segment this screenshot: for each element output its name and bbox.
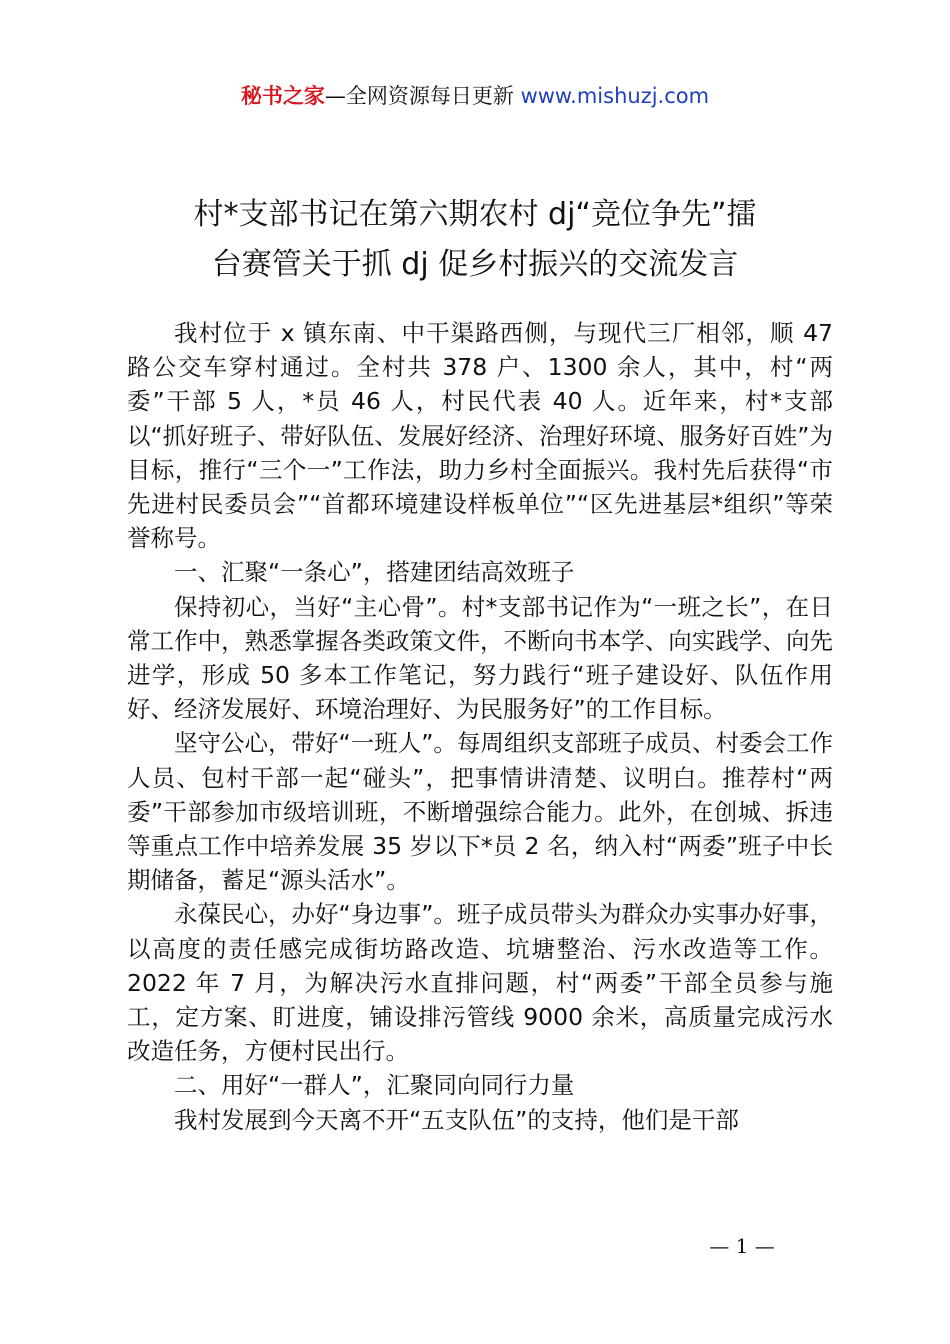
site-url-link[interactable]: www.mishuzj.com bbox=[520, 84, 710, 108]
paragraph-1: 保持初心，当好“主心骨”。村*支部书记作为“一班之长”，在日常工作中，熟悉掌握各类政策文件，不断向书本学、向实践学、向先进学，形成 50 多本工作笔记，努力践行“班子建设好、队伍作用好、经济发展好、环境治理好、为民服务好”的工作目标。 bbox=[127, 592, 833, 724]
paragraph-2: 坚守公心，带好“一班人”。每周组织支部班子成员、村委会工作人员、包村干部一起“碰头”，把事情讲清楚、议明白。推荐村“两委”干部参加市级培训班，不断增强综合能力。此外，在创城、拆违等重点工作中培养发展 35 岁以下*员 2 名，纳入村“两委”班子中长期储备，蓄足“源头活水”。 bbox=[127, 729, 833, 895]
site-header bbox=[0, 80, 950, 112]
paragraph-4: 我村发展到今天离不开“五支队伍”的支持，他们是干部 bbox=[174, 1105, 739, 1134]
document-title bbox=[100, 190, 850, 290]
paragraph-3: 永葆民心，办好“身边事”。班子成员带头为群众办实事办好事，以高度的责任感完成街坊路改造、坑塘整治、污水改造等工作。2022 年 7 月，为解决污水直排问题，村“两委”干部全员参与施工，定方案、盯进度，铺设排污管线 9000 余米，高质量完成污水改造任务，方便村民出行。 bbox=[127, 900, 833, 1066]
section-heading-1: 一、汇聚“一条心”，搭建团结高效班子 bbox=[174, 558, 575, 587]
page-number: — 1 — bbox=[709, 1234, 775, 1258]
site-tagline: —全网资源每日更新 bbox=[324, 84, 514, 108]
paragraph-intro: 我村位于 x 镇东南、中干渠路西侧，与现代三厂相邻，顺 47 路公交车穿村通过。全村共 378 户、1300 余人，其中，村“两委”干部 5 人，*员 46 人，村民代表 40 人。近年来，村*支部以“抓好班子、带好队伍、发展好经济、治理好环境、服务好百姓”为目标，推行“三个一”工作法，助力乡村全面振兴。我村先后获得“市先进村民委员会”“首都环境建设样板单位”“区先进基层*组织”等荣誉称号。 bbox=[127, 319, 833, 553]
section-heading-2: 二、用好“一群人”，汇聚同向同行力量 bbox=[174, 1071, 575, 1100]
document-body bbox=[127, 316, 833, 1137]
site-brand: 秘书之家 bbox=[240, 84, 325, 108]
title-line-1: 村*支部书记在第六期农村 dj“竞位争先”擂 bbox=[193, 197, 757, 232]
title-line-2: 台赛管关于抓 dj 促乡村振兴的交流发言 bbox=[211, 247, 739, 282]
